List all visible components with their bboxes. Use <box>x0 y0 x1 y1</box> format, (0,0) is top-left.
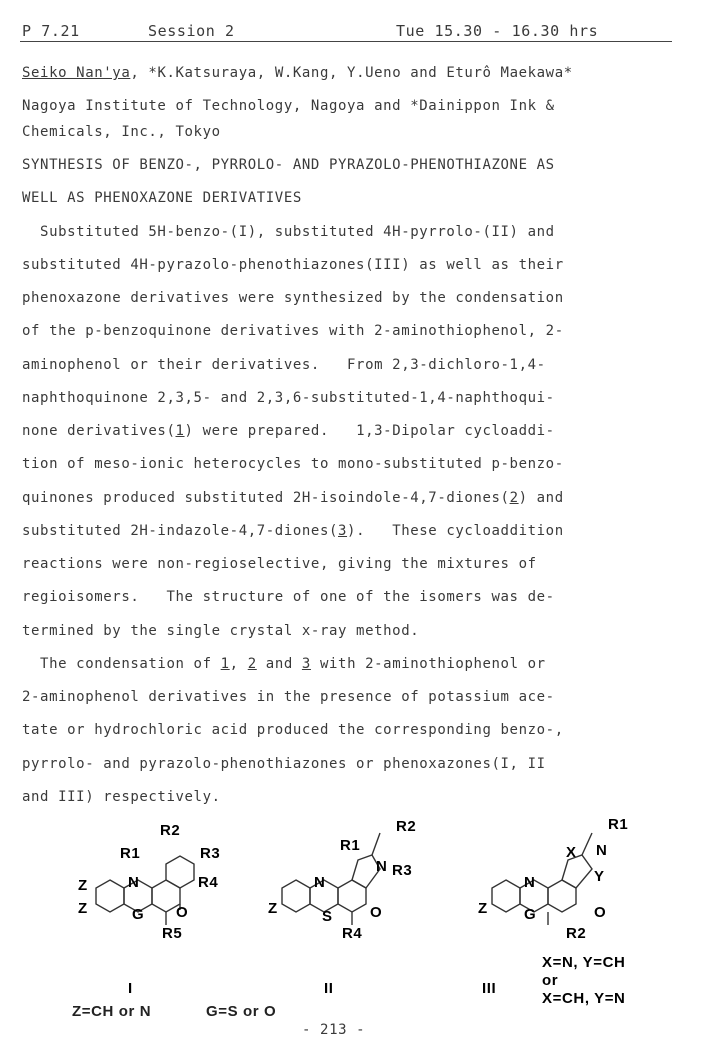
compound-ref: 1 <box>220 656 230 672</box>
body-line: none derivatives(1) were prepared. 1,3-Dipolar cycloaddi- <box>22 423 555 439</box>
compound-ref: 2 <box>247 656 257 672</box>
body-line: phenoxazone derivatives were synthesized by the condensation <box>22 290 564 306</box>
header-rule <box>20 41 672 42</box>
body-line: quinones produced substituted 2H-isoindole-4,7-diones(2) and <box>22 490 564 506</box>
body-line: tate or hydrochloric acid produced the corresponding benzo-, <box>22 722 564 738</box>
atom-s: S <box>322 908 333 925</box>
atom-x: X <box>566 844 577 861</box>
body-line: naphthoquinone 2,3,5- and 2,3,6-substituted-1,4-naphthoqui- <box>22 390 555 406</box>
session-time: Tue 15.30 - 16.30 hrs <box>396 22 599 40</box>
atom-n: N <box>314 874 326 891</box>
body-line: regioisomers. The structure of one of the isomers was de- <box>22 589 555 605</box>
body-line: The condensation of 1, 2 and 3 with 2-aminothiophenol or <box>22 656 546 672</box>
structure-label: II <box>324 980 334 997</box>
paper-code: P 7.21 <box>22 22 80 40</box>
substituent-r1: R1 <box>340 837 361 854</box>
atom-n: N <box>376 858 388 875</box>
affiliation-line: Nagoya Institute of Technology, Nagoya and *Dainippon Ink & <box>22 98 555 114</box>
compound-ref: 3 <box>338 523 348 539</box>
body-line: tion of meso-ionic heterocycles to mono-substituted p-benzo- <box>22 456 564 472</box>
body-line: substituted 2H-indazole-4,7-diones(3). These cycloaddition <box>22 523 564 539</box>
atom-n: N <box>524 874 536 891</box>
substituent-r5: R5 <box>162 925 183 942</box>
condition-a: X=N, Y=CH <box>542 954 626 971</box>
substituent-r4: R4 <box>198 874 219 891</box>
paper-title: WELL AS PHENOXAZONE DERIVATIVES <box>22 190 302 206</box>
body-line: termined by the single crystal x-ray method. <box>22 623 420 639</box>
body-line: of the p-benzoquinone derivatives with 2-aminothiophenol, 2- <box>22 323 564 339</box>
body-line: pyrrolo- and pyrazolo-phenothiazones or phenoxazones(I, II <box>22 756 546 772</box>
substituent-r2: R2 <box>160 822 181 839</box>
condition-or: or <box>542 972 559 989</box>
page-number: - 213 - <box>302 1022 366 1038</box>
compound-ref: 3 <box>301 656 311 672</box>
g-definition: G=S or O <box>206 1003 277 1020</box>
body-line: and III) respectively. <box>22 789 221 805</box>
atom-z: Z <box>78 877 88 894</box>
substituent-r1: R1 <box>608 816 629 833</box>
condition-b: X=CH, Y=N <box>542 990 626 1007</box>
substituent-r3: R3 <box>392 862 413 879</box>
atom-n: N <box>596 842 608 859</box>
atom-z: Z <box>478 900 488 917</box>
atom-o: O <box>594 904 607 921</box>
atom-o: O <box>176 904 189 921</box>
substituent-r1: R1 <box>120 845 141 862</box>
z-definition: Z=CH or N <box>72 1003 152 1020</box>
body-line: Substituted 5H-benzo-(I), substituted 4H-pyrrolo-(II) and <box>22 224 555 240</box>
body-line: reactions were non-regioselective, giving the mixtures of <box>22 556 537 572</box>
atom-g: G <box>524 906 537 923</box>
atom-z: Z <box>78 900 88 917</box>
body-line: aminophenol or their derivatives. From 2,3-dichloro-1,4- <box>22 357 546 373</box>
session-label: Session 2 <box>148 22 235 40</box>
structure-figure <box>40 815 680 1025</box>
atom-o: O <box>370 904 383 921</box>
body-line: 2-aminophenol derivatives in the presence of potassium ace- <box>22 689 555 705</box>
substituent-r4: R4 <box>342 925 363 942</box>
substituent-r2: R2 <box>566 925 587 942</box>
substituent-r2: R2 <box>396 818 417 835</box>
paper-title: SYNTHESIS OF BENZO-, PYRROLO- AND PYRAZOLO-PHENOTHIAZONE AS <box>22 157 555 173</box>
compound-ref: 2 <box>509 490 519 506</box>
atom-z: Z <box>268 900 278 917</box>
affiliation-line: Chemicals, Inc., Tokyo <box>22 124 221 140</box>
co-authors: , *K.Katsuraya, W.Kang, Y.Ueno and Eturô Maekawa* <box>130 65 573 81</box>
author-line <box>22 65 573 81</box>
structure-label: I <box>128 980 133 997</box>
atom-g: G <box>132 906 145 923</box>
atom-y: Y <box>594 868 605 885</box>
atom-n: N <box>128 874 140 891</box>
compound-ref: 1 <box>175 423 185 439</box>
presenting-author: Seiko Nan'ya <box>22 65 131 81</box>
substituent-r3: R3 <box>200 845 221 862</box>
structure-label: III <box>482 980 497 997</box>
body-line: substituted 4H-pyrazolo-phenothiazones(III) as well as their <box>22 257 564 273</box>
